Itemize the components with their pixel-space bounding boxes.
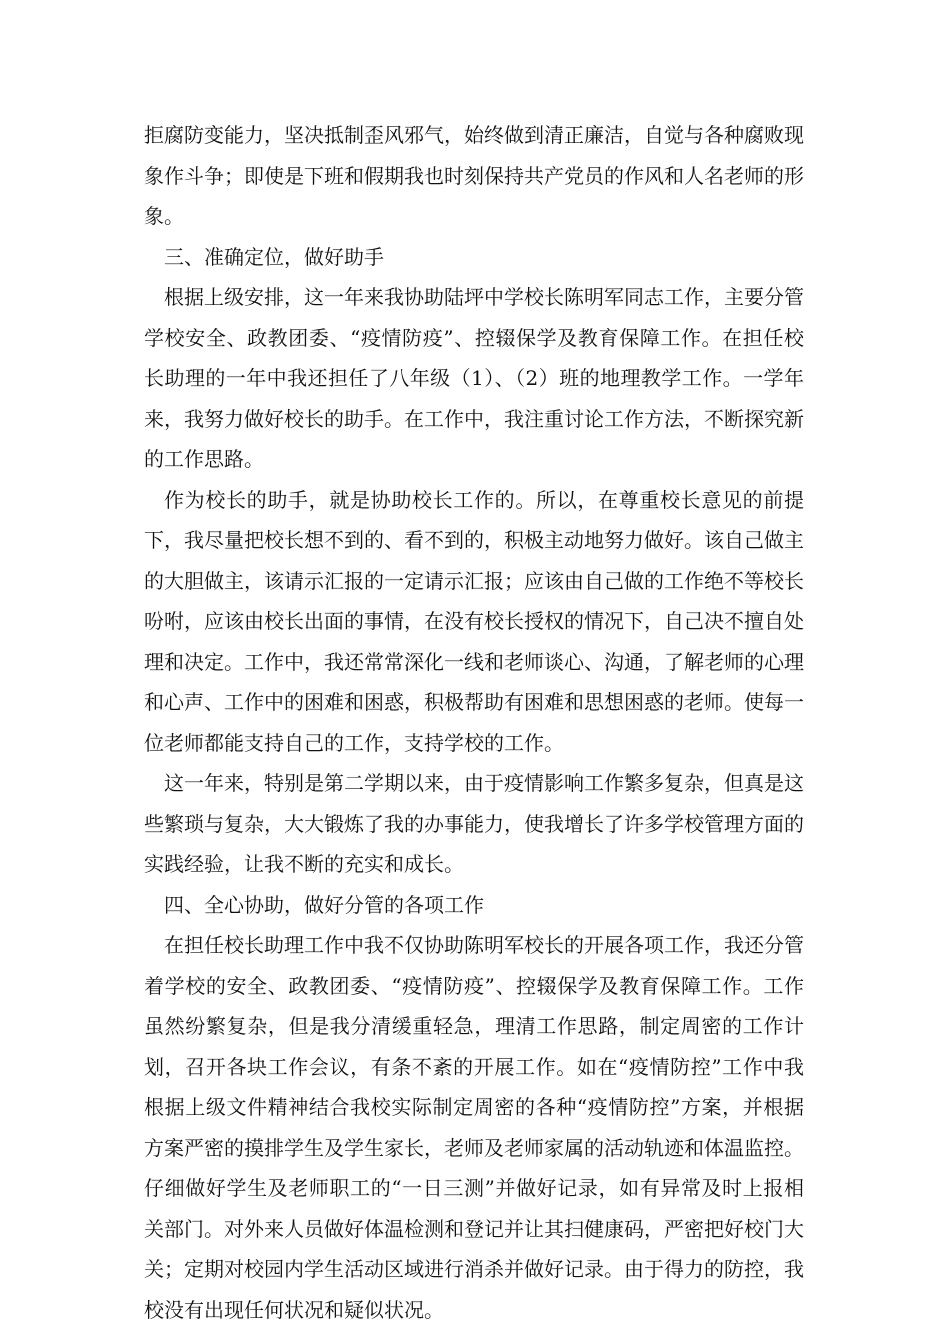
section-heading-4: 四、全心协助，做好分管的各项工作 bbox=[164, 892, 484, 917]
paragraph: 在担任校长助理工作中我不仅协助陈明军校长的开展各项工作，我还分管着学校的安全、政教团委、“疫情防疫”、控辍保学及教育保障工作。工作虽然纷繁复杂，但是我分清缓重轻急，理清工作思路，制定周密的工作计划，召开各块工作会议，有条不紊的开展工作。如在“疫情防控”工作中我根据上级文件精神结合我校实际制定周密的各种“疫情防控”方案，并根据方案严密的摸排学生及学生家长，老师及老师家属的活动轨迹和体温监控。仔细做好学生及老师职工的“一日三测”并做好记录，如有异常及时上报相关部门。对外来人员做好体温检测和登记并让其扫健康码，严密把好校门大关；定期对校园内学生活动区域进行消杀并做好记录。由于得力的防控，我校没有出现任何状况和疑似状况。 bbox=[144, 933, 804, 1322]
section-heading-3: 三、准确定位，做好助手 bbox=[164, 244, 384, 269]
paragraph: 根据上级安排，这一年来我协助陆坪中学校长陈明军同志工作，主要分管学校安全、政教团委、“疫情防疫”、控辍保学及教育保障工作。在担任校长助理的一年中我还担任了八年级（1）、（2）班的地理教学工作。一学年来，我努力做好校长的助手。在工作中，我注重讨论工作方法，不断探究新的工作思路。 bbox=[144, 285, 804, 471]
paragraph-continuation: 拒腐防变能力，坚决抵制歪风邪气，始终做到清正廉洁，自觉与各种腐败现象作斗争；即使是下班和假期我也时刻保持共产党员的作风和人名老师的形象。 bbox=[144, 123, 804, 228]
document-body bbox=[144, 115, 804, 1330]
paragraph: 作为校长的助手，就是协助校长工作的。所以，在尊重校长意见的前提下，我尽量把校长想不到的、看不到的，积极主动地努力做好。该自己做主的大胆做主，该请示汇报的一定请示汇报；应该由自己做的工作绝不等校长吩咐，应该由校长出面的事情，在没有校长授权的情况下，自己决不擅自处理和决定。工作中，我还常常深化一线和老师谈心、沟通，了解老师的心理和心声、工作中的困难和困惑，积极帮助有困难和思想困惑的老师。使每一位老师都能支持自己的工作，支持学校的工作。 bbox=[144, 487, 804, 755]
paragraph: 这一年来，特别是第二学期以来，由于疫情影响工作繁多复杂，但真是这些繁琐与复杂，大大锻炼了我的办事能力，使我增长了许多学校管理方面的实践经验，让我不断的充实和成长。 bbox=[144, 771, 804, 876]
